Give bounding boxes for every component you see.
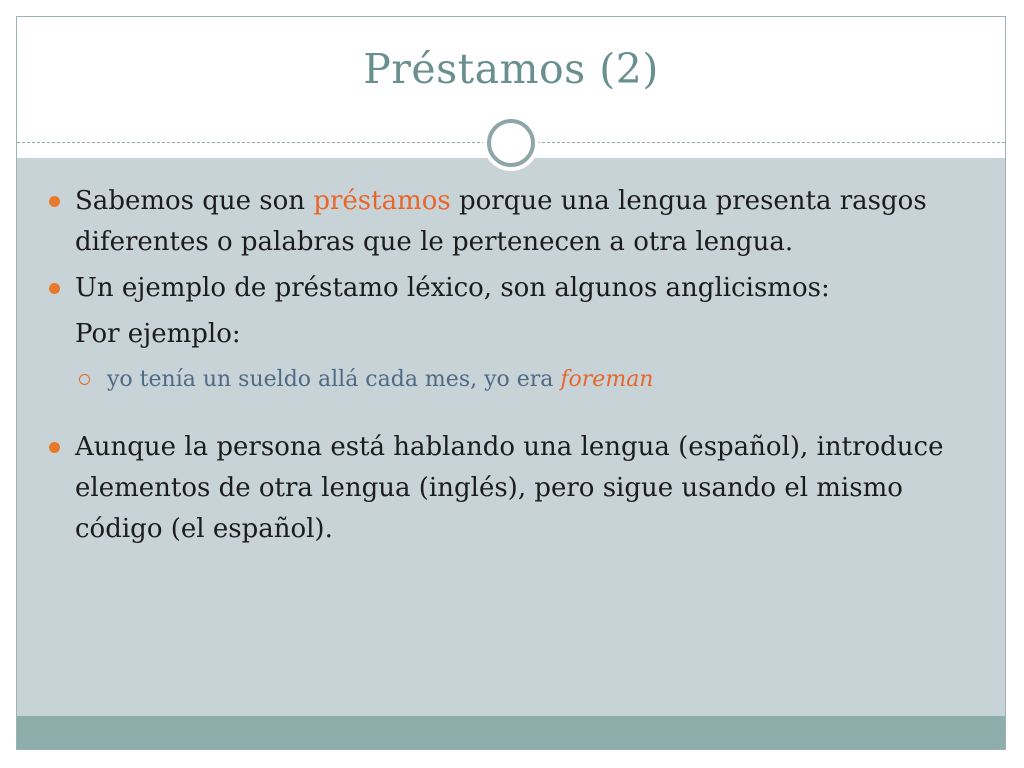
bullet-item-3 xyxy=(47,427,957,550)
footer-band xyxy=(17,716,1005,750)
bullet-2-continuation: Por ejemplo: xyxy=(75,319,241,349)
highlight-prestamos: préstamos xyxy=(313,186,451,216)
sub-bullet-item xyxy=(47,363,957,397)
slide-title: Préstamos (2) xyxy=(363,45,659,93)
bullet-dot-icon xyxy=(49,442,60,453)
sub-bullet-text: yo tenía un sueldo allá cada mes, yo era xyxy=(107,367,561,392)
bullet-2-text: Un ejemplo de préstamo léxico, son algunos anglicismos: xyxy=(75,273,830,303)
decorative-ring-icon xyxy=(481,113,541,173)
bullet-3-text: Aunque la persona está hablando una lengua (español), introduce elementos de otra lengua (inglés), pero sigue usando el mismo código (el español). xyxy=(75,432,944,544)
bullet-list xyxy=(47,181,957,555)
bullet-1-text-after: porque una lengua presenta rasgos diferentes o palabras que le pertenecen a otra lengua. xyxy=(75,186,927,257)
bullet-dot-icon xyxy=(49,283,60,294)
sub-bullet-ring-icon xyxy=(79,374,90,385)
sub-bullet-emphasis: foreman xyxy=(560,367,654,392)
bullet-1-text-before: Sabemos que son xyxy=(75,186,314,216)
slide xyxy=(16,16,1006,750)
bullet-dot-icon xyxy=(49,196,60,207)
bullet-item-2 xyxy=(47,268,957,309)
bullet-item-1 xyxy=(47,181,957,263)
